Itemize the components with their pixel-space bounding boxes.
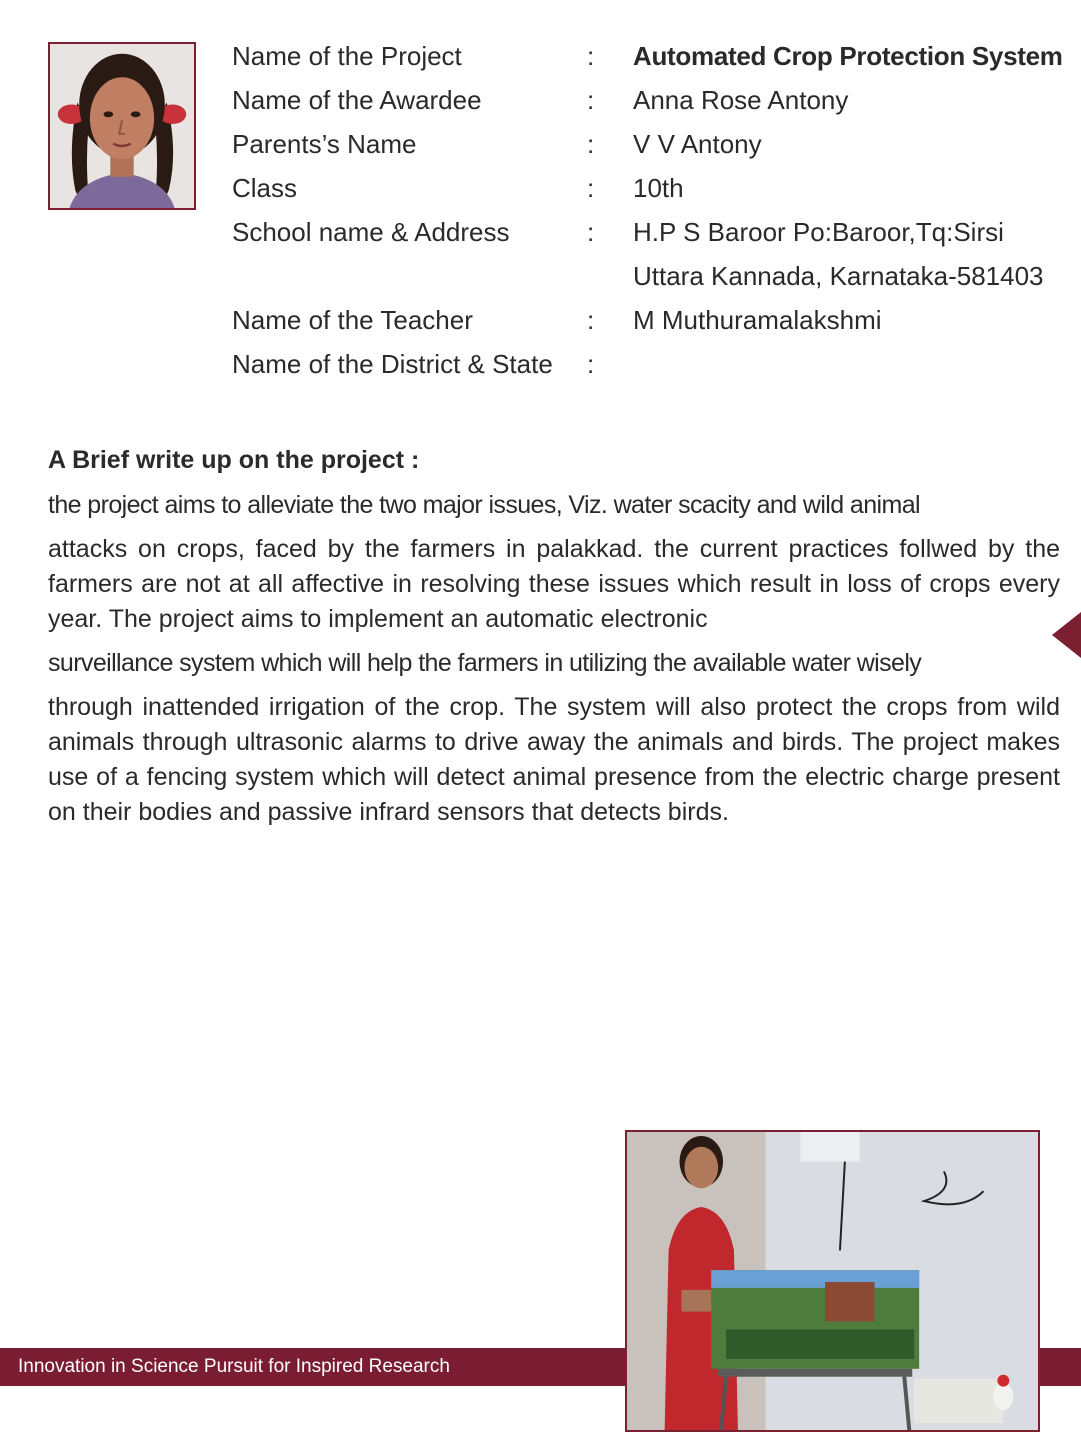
school-address-line2: Uttara Kannada, Karnataka-581403 xyxy=(633,261,1044,291)
field-row-project xyxy=(232,34,1072,78)
field-row-school xyxy=(232,210,1072,298)
field-row-awardee xyxy=(232,78,1072,122)
brief-paragraph: the project aims to alleviate the two major issues, Viz. water scacity and wild animal xyxy=(48,491,920,519)
field-label: Parents’s Name xyxy=(232,129,417,159)
field-label: Class xyxy=(232,173,298,203)
field-row-parent xyxy=(232,122,1072,166)
footer-tagline: Innovation in Science Pursuit for Inspired Research xyxy=(18,1356,450,1377)
brief-paragraph: surveillance system which will help the farmers in utilizing the available water wisely xyxy=(48,649,922,677)
field-label: School name & Address xyxy=(232,217,510,247)
project-name-value: Automated Crop Protection System xyxy=(633,41,1063,71)
field-label: Name of the District & State xyxy=(232,349,553,379)
brief-heading: A Brief write up on the project : xyxy=(48,446,420,474)
field-separator: : xyxy=(587,85,595,115)
field-separator: : xyxy=(587,41,595,71)
page-tab-arrow-icon xyxy=(1052,612,1081,658)
brief-paragraph: through inattended irrigation of the crop. The system will also protect the crops from wild animals through ultrasonic alarms to drive away the animals and birds. The project makes use of a fencing system which will detect animal presence from the electric charge present on their bodies and passive infrard sensors that detects birds. xyxy=(48,693,1060,826)
awardee-info-table xyxy=(232,34,1072,386)
field-label: Name of the Project xyxy=(232,41,462,71)
awardee-portrait-photo xyxy=(48,42,196,210)
field-separator: : xyxy=(587,305,595,335)
school-address-line1: H.P S Baroor Po:Baroor,Tq:Sirsi xyxy=(633,217,1004,247)
field-row-district xyxy=(232,342,1072,386)
parent-name-value: V V Antony xyxy=(633,129,762,159)
field-separator: : xyxy=(587,349,595,379)
brief-paragraph: attacks on crops, faced by the farmers in palakkad. the current practices follwed by the farmers are not at all affective in resolving these issues which result in loss of crops every year. The project aims to implement an automatic electronic xyxy=(48,535,1060,633)
field-row-class xyxy=(232,166,1072,210)
field-separator: : xyxy=(587,217,595,247)
awardee-name-value: Anna Rose Antony xyxy=(633,85,849,115)
field-separator: : xyxy=(587,173,595,203)
field-label: Name of the Awardee xyxy=(232,85,482,115)
field-label: Name of the Teacher xyxy=(232,305,473,335)
project-model-photo xyxy=(625,1130,1040,1432)
class-value: 10th xyxy=(633,173,684,203)
brief-body xyxy=(48,488,1060,830)
field-row-teacher xyxy=(232,298,1072,342)
teacher-name-value: M Muthuramalakshmi xyxy=(633,305,882,335)
field-separator: : xyxy=(587,129,595,159)
